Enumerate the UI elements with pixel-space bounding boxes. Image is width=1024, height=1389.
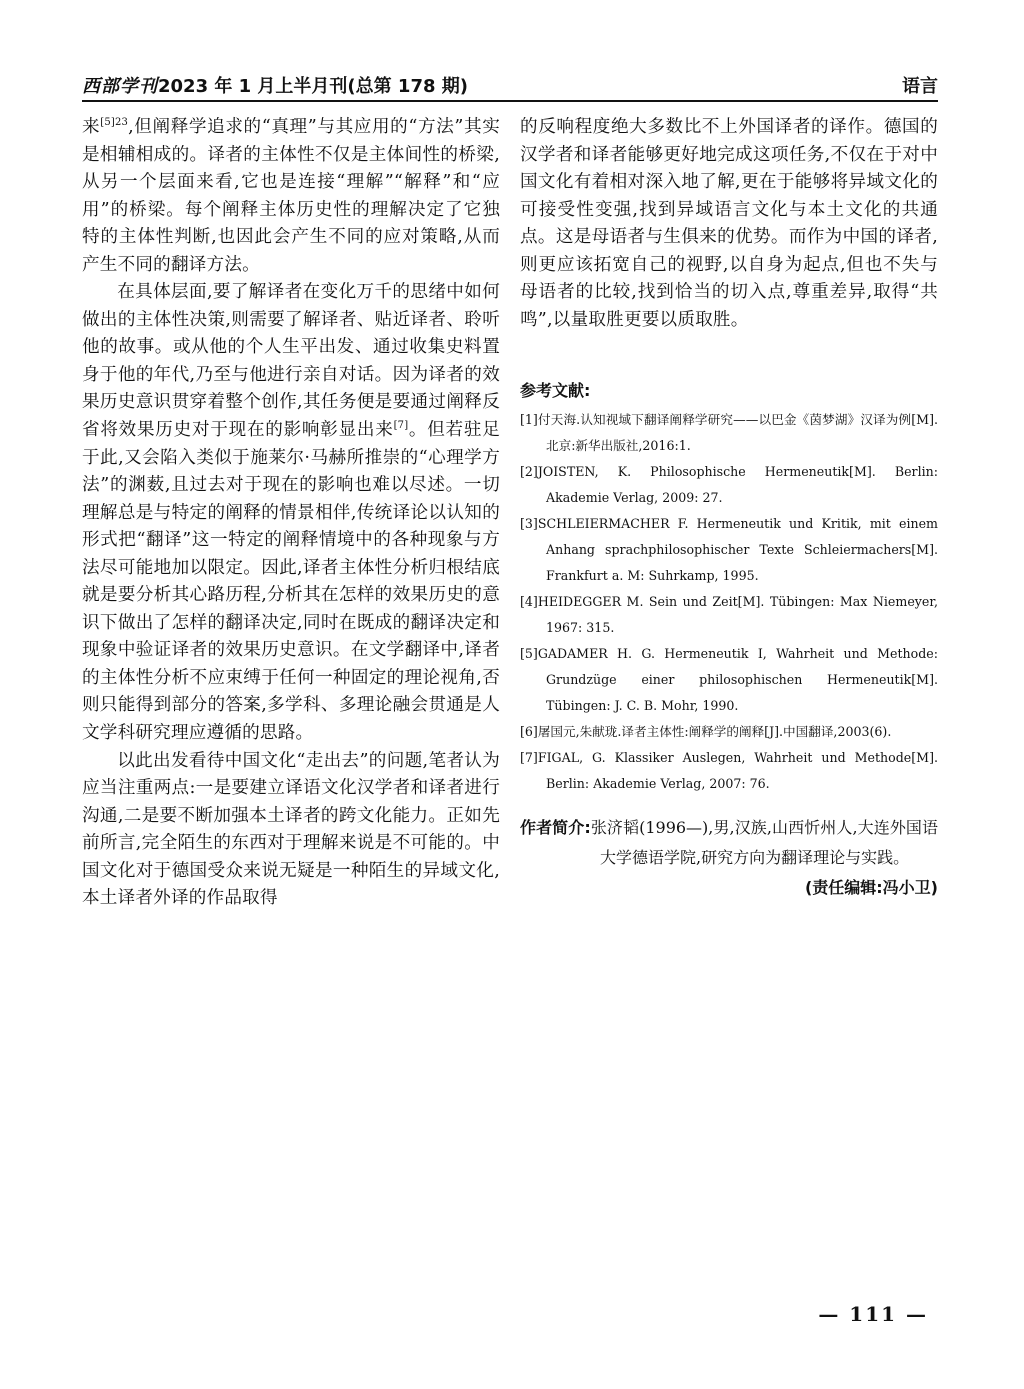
paragraph-3: 以此出发看待中国文化“走出去”的问题,笔者认为应当注重两点:一是要建立译语文化汉学者和译者进行沟通,二是要不断加强本土译者的跨文化能力。正如先前所言,完全陌生的东西对于理解来说是不可能的。中国文化对于德国受众来说无疑是一种陌生的异域文化,本土译者外译的作品取得 bbox=[82, 750, 500, 909]
p1-start: 来 bbox=[82, 117, 101, 137]
p2-rest: 。但若驻足于此,又会陷入类似于施莱尔·马赫所推崇的“心理学方法”的渊薮,且过去对于现在的影响也难以尽述。一切理解总是与特定的阐释的情景相伴,传统译论以认知的形式把“翻译”这一特定的阐释情境中的各种现象与方法尽可能地加以限定。因此,译者主体性分析归根结底就是要分析其心路历程,分析其在怎样的效果历史的意识下做出了怎样的翻译决定,同时在既成的翻译决定和现象中验证译者的效果历史意识。在文学翻译中,译者的主体性分析不应束缚于任何一种固定的理论视角,否则只能得到部分的答案,多学科、多理论融会贯通是人文学科研究理应遵循的思路。 bbox=[82, 420, 500, 744]
p2-start: 在具体层面,要了解译者在变化万千的思绪中如何做出的主体性决策,则需要了解译者、贴近译者、聆听他的故事。或从他的个人生平出发、通过收集史料置身于他的年代,乃至与他进行亲自对话。因为译者的效果历史意识贯穿着整个创作,其任务便是要通过阐释反省将效果历史对于现在的影响彰显出来 bbox=[82, 282, 500, 441]
section-name: 语言 bbox=[902, 76, 938, 97]
reference-item: [5]GADAMER H. G. Hermeneutik I, Wahrheit und Methode: Grundzüge einer philosophischen Hermeneutik[M]. Tübingen: J. C. B. Mohr, 1990. bbox=[520, 646, 938, 714]
running-header bbox=[82, 70, 938, 102]
journal-issue bbox=[82, 72, 468, 98]
reference-item: [4]HEIDEGGER M. Sein und Zeit[M]. Tübingen: Max Niemeyer, 1967: 315. bbox=[520, 594, 938, 636]
references-title: 参考文献: bbox=[520, 381, 591, 401]
author-text: 张济韬(1996—),男,汉族,山西忻州人,大连外国语大学德语学院,研究方向为翻译理论与实践。 bbox=[590, 818, 938, 868]
citation: [5]23 bbox=[100, 117, 129, 128]
citation: [7] bbox=[393, 420, 409, 432]
reference-item: [7]FIGAL, G. Klassiker Auslegen, Wahrheit und Methode[M]. Berlin: Akademie Verlag, 2007: 76. bbox=[520, 750, 938, 792]
author-label: 作者简介: bbox=[520, 818, 591, 838]
paragraph-1 bbox=[82, 114, 500, 279]
right-column bbox=[520, 114, 938, 903]
paragraph-2 bbox=[82, 279, 500, 747]
journal-name: 西部学刊 bbox=[82, 76, 158, 97]
author-bio bbox=[520, 813, 938, 873]
paragraph-4: 的反响程度绝大多数比不上外国译者的译作。德国的汉学者和译者能够更好地完成这项任务,不仅在于对中国文化有着相对深入地了解,更在于能够将异域文化的可接受性变强,找到异域语言文化与本土文化的共通点。这是母语者与生俱来的优势。而作为中国的译者,则更应该拓宽自己的视野,以自身为起点,但也不失与母语者的比较,找到恰当的切入点,尊重差异,取得“共鸣”,以量取胜更要以质取胜。 bbox=[520, 117, 938, 330]
responsible-editor: (责任编辑:冯小卫) bbox=[804, 878, 938, 898]
p1-rest: ,但阐释学追求的“真理”与其应用的“方法”其实是相辅相成的。译者的主体性不仅是主体间性的桥梁,从另一个层面来看,它也是连接“理解”“解释”和“应用”的桥梁。每个阐释主体历史性的理解决定了它独特的主体性判断,也因此会产生不同的应对策略,从而产生不同的翻译方法。 bbox=[82, 117, 500, 275]
reference-item: [1]付天海.认知视域下翻译阐释学研究——以巴金《茵梦湖》汉译为例[M].北京:新华出版社,2016:1. bbox=[520, 412, 938, 454]
page-number: — 111 — bbox=[818, 1302, 928, 1326]
reference-item: [3]SCHLEIERMACHER F. Hermeneutik und Kritik, mit einem Anhang sprachphilosophischer Texte Schleiermachers[M]. Frankfurt a. M: Suhrkamp, 1995. bbox=[520, 516, 938, 584]
reference-item: [2]JOISTEN, K. Philosophische Hermeneutik[M]. Berlin: Akademie Verlag, 2009: 27. bbox=[520, 464, 938, 506]
reference-item: [6]屠国元,朱献珑.译者主体性:阐释学的阐释[J].中国翻译,2003(6). bbox=[520, 724, 892, 740]
left-column bbox=[82, 114, 500, 913]
issue-info: 2023 年 1 月上半月刊(总第 178 期) bbox=[158, 76, 468, 97]
references-list bbox=[520, 407, 938, 797]
